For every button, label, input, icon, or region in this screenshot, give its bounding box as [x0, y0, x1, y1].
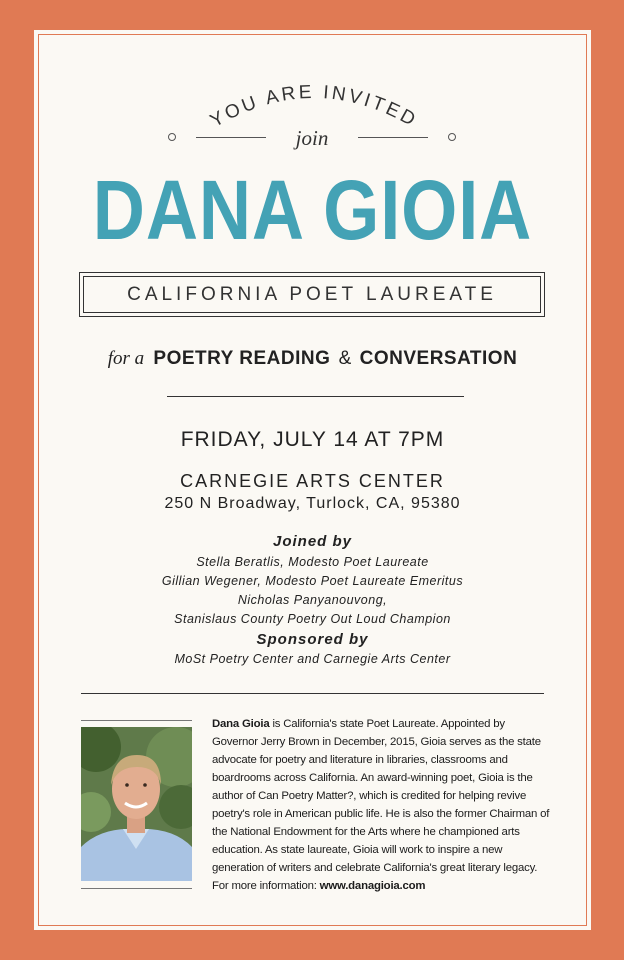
svg-text:YOU ARE INVITED: [207, 82, 421, 132]
joined-by-heading: Joined by: [272, 533, 352, 550]
list-item: Nicholas Panyanouvong,: [237, 593, 388, 607]
website-link[interactable]: www.danagioia.com: [319, 880, 426, 892]
photo-rule-top: [81, 720, 192, 721]
circle-ornament-right: [448, 133, 456, 141]
joined-by-list: [34, 553, 591, 629]
event-part-conversation: CONVERSATION: [359, 348, 518, 369]
event-type-line: [34, 348, 591, 370]
portrait-image: [81, 727, 192, 881]
photo-rule-bottom: [81, 888, 192, 889]
bio-name: Dana Gioia: [212, 718, 270, 730]
event-date: FRIDAY, JULY 14 AT 7PM: [180, 428, 445, 451]
divider-long: [81, 693, 544, 694]
divider-short: [167, 396, 464, 397]
invitation-card: [34, 30, 591, 930]
bio-paragraph: [212, 715, 552, 895]
ornament-line-right: [358, 137, 428, 138]
event-address: 250 N Broadway, Turlock, CA, 95380: [164, 495, 461, 512]
event-part-reading: POETRY READING: [153, 348, 331, 369]
title-banner: [79, 272, 545, 317]
join-word: join: [295, 126, 329, 150]
list-item: Gillian Wegener, Modesto Poet Laureate Emeritus: [161, 574, 464, 588]
list-item: Stella Beratlis, Modesto Poet Laureate: [196, 555, 429, 569]
portrait-photo: [81, 720, 192, 889]
sponsors-text: MoSt Poetry Center and Carnegie Arts Center: [174, 652, 451, 666]
arc-text: YOU ARE INVITED: [206, 81, 422, 132]
join-row: [166, 126, 458, 150]
sponsored-by-heading: Sponsored by: [256, 631, 369, 648]
bio-text: is California's state Poet Laureate. Appointed by Governor Jerry Brown in December, 2015, Gioia serves as the state advocate for poetry and literature in libraries, classrooms and boardrooms across California. An award-winning poet, Gioia is the author of Can Poetry Matter?, which is credited for helping revive poetry's role in American public life. He is also the former Chairman of the National Endowment for the Arts where he championed arts education. As state laureate, Gioia will work to inspire a new generation of writers and celebrate California's great literary legacy. For more information:: [212, 718, 550, 892]
honoree-name: DANA GIOIA: [92, 163, 533, 257]
honoree-title: CALIFORNIA POET LAUREATE: [127, 284, 497, 305]
list-item: Stanislaus County Poetry Out Loud Champion: [174, 612, 451, 626]
event-venue: CARNEGIE ARTS CENTER: [180, 471, 445, 491]
ampersand: &: [338, 348, 352, 369]
for-a-text: for a: [107, 348, 145, 369]
